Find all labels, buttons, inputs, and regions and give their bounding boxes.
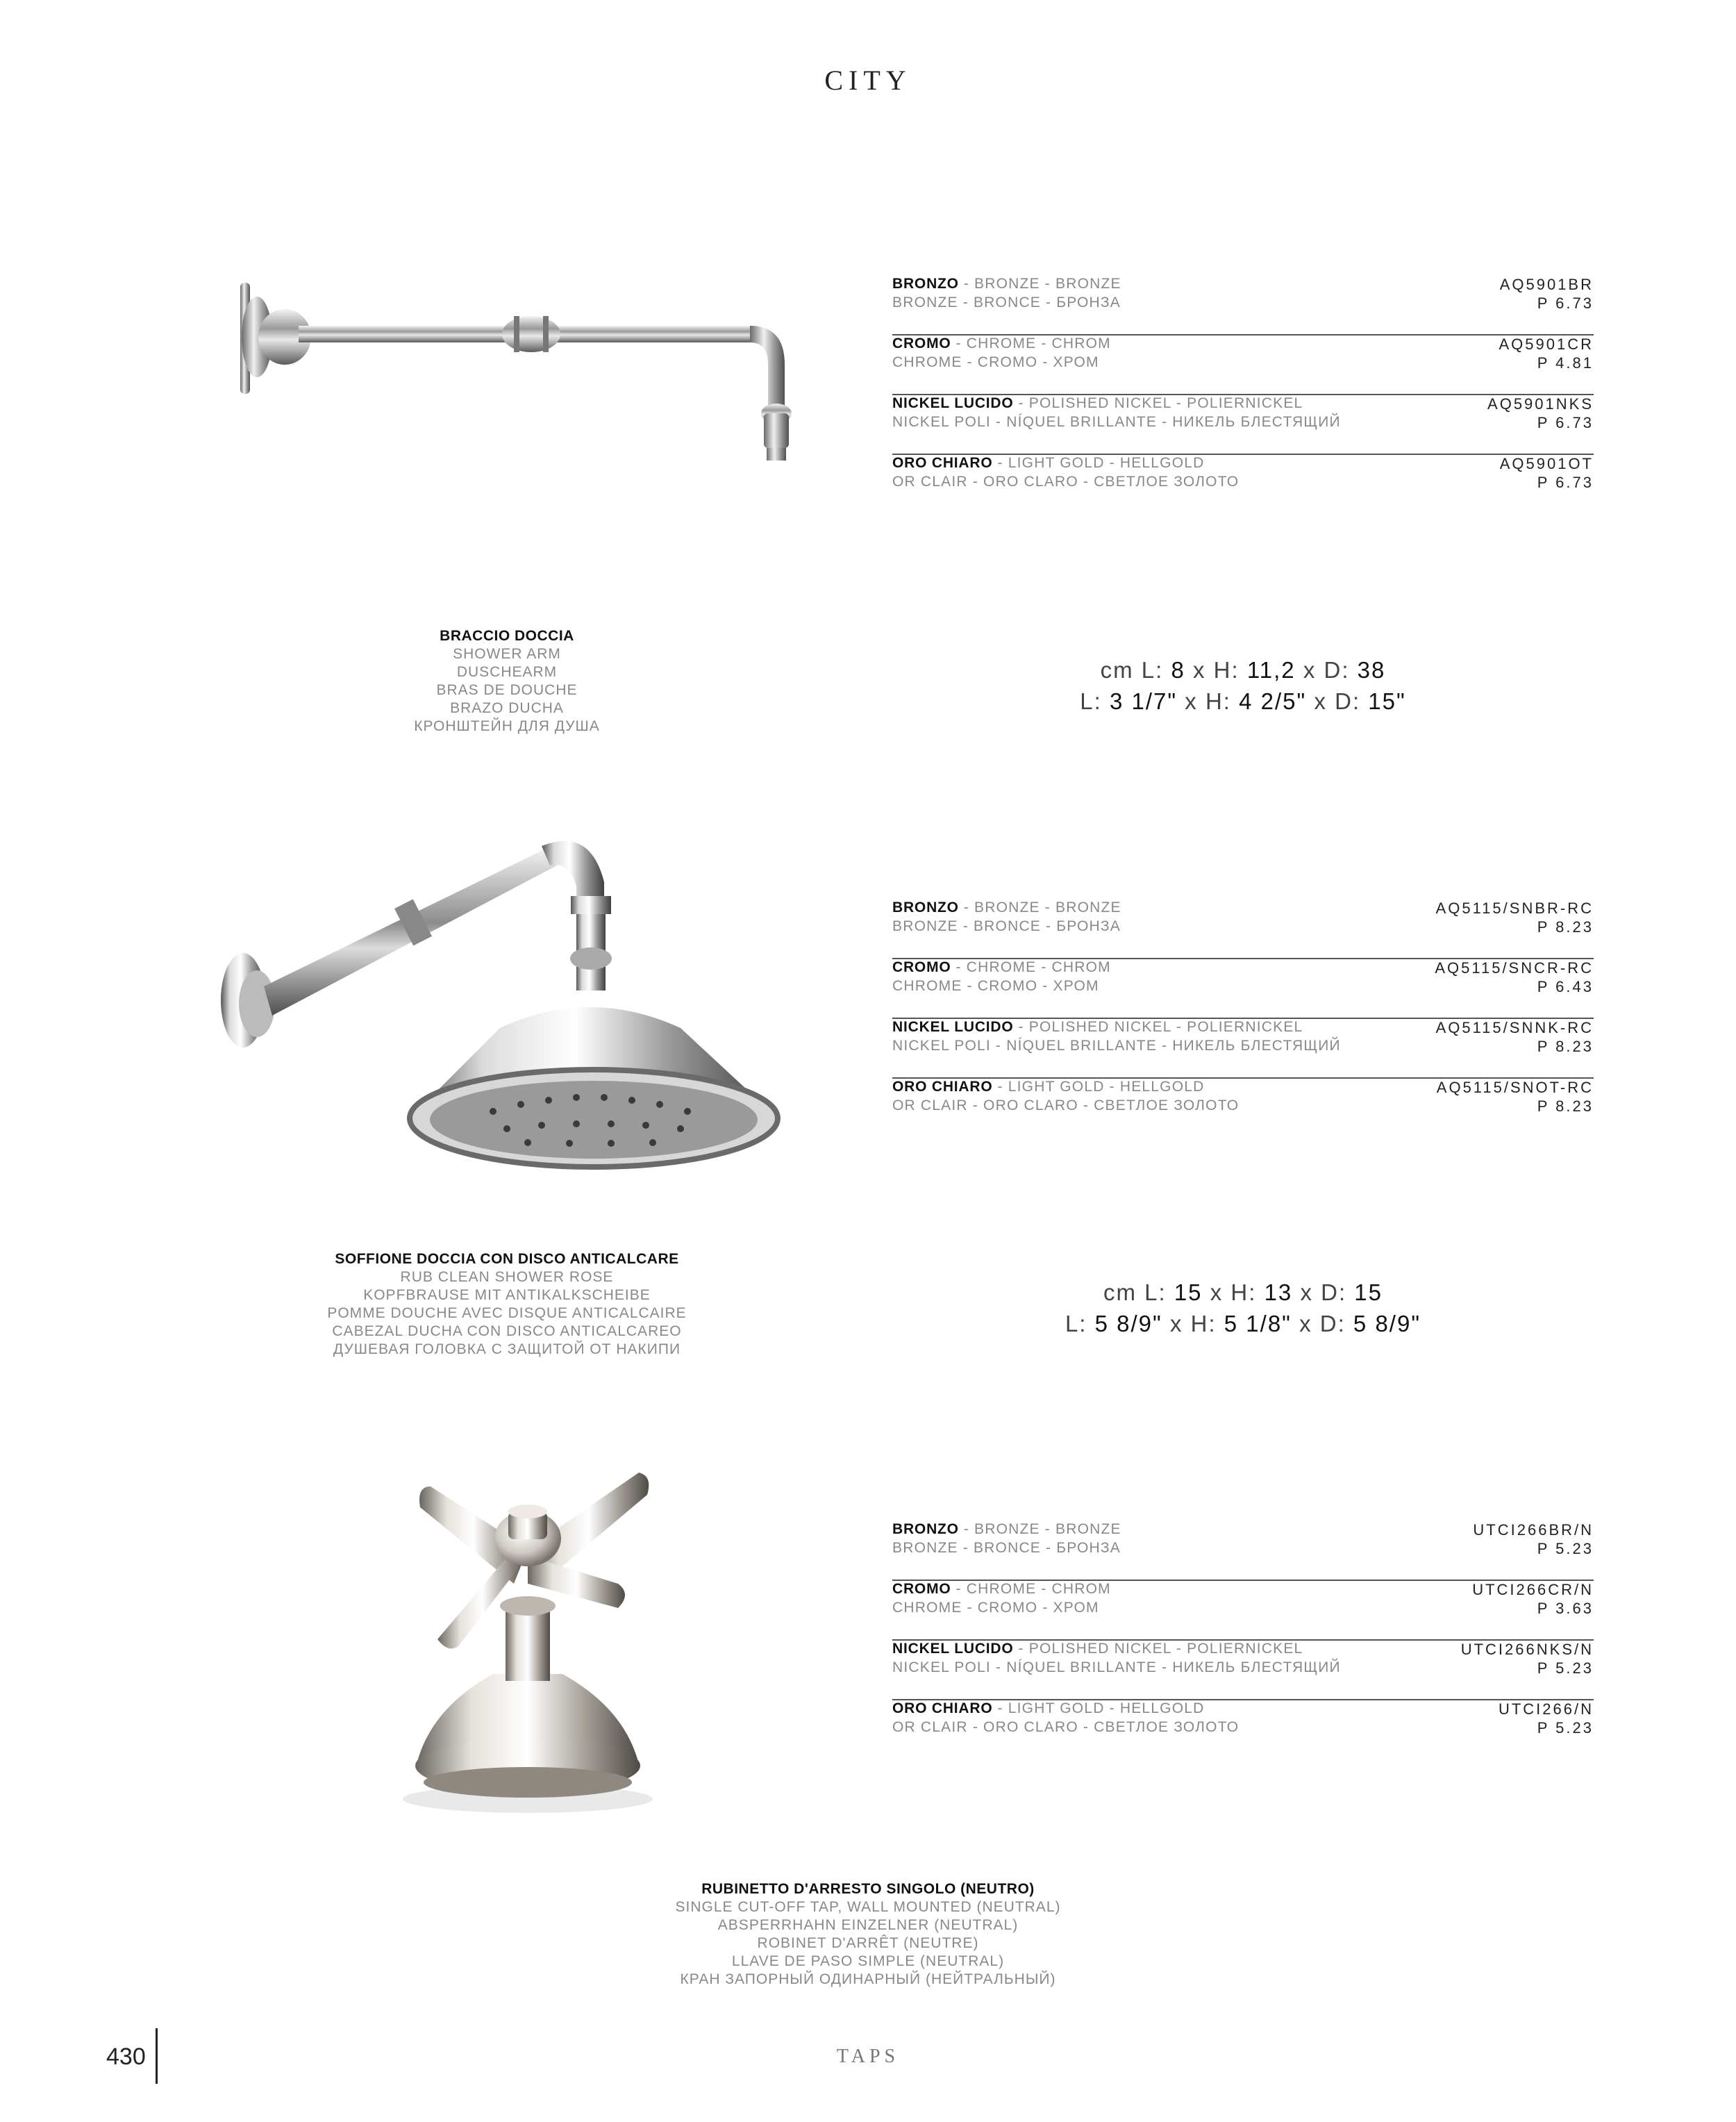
product-name: RUBINETTO D'ARRESTO SINGOLO (NEUTRO) [701,1881,1035,1897]
product-price: P 8.23 [1537,1097,1594,1115]
product-name-block [611,1880,1125,1989]
variant-row [892,455,1594,515]
finish-label: BRONZO [892,900,959,915]
finish-translation: - POLISHED NICKEL - POLIERNICKEL [1013,1641,1303,1657]
variant-row [892,1700,1594,1760]
product-code: UTCI266/N [1498,1700,1594,1718]
finish-translation-2: BRONZE - BRONCE - БРОНЗА [892,1540,1121,1556]
finish-label: BRONZO [892,1521,959,1537]
product-code: AQ5115/SNCR-RC [1435,959,1594,977]
page-title: CITY [824,65,912,96]
product-name-translation: DUSCHEARM [456,664,558,680]
product-code: AQ5901OT [1499,455,1594,472]
product-name: BRACCIO DOCCIA [440,628,574,644]
finish-translation: - LIGHT GOLD - HELLGOLD [992,1700,1205,1716]
variant-table-shower-arm [892,276,1594,515]
variant-row [892,1581,1594,1641]
product-price: P 4.81 [1537,354,1594,372]
product-name-block [264,1250,750,1359]
finish-translation: - BRONZE - BRONZE [958,1521,1121,1537]
variant-table-cut-off-tap [892,1521,1594,1760]
dimensions-cm: cm L: 8 x H: 11,2 x D: 38 [1100,657,1386,683]
product-price: P 6.73 [1537,295,1594,312]
product-name-translation: RUB CLEAN SHOWER ROSE [400,1269,614,1285]
finish-label: ORO CHIARO [892,455,993,471]
product-name-translation: ABSPERRHAHN EINZELNER (NEUTRAL) [717,1917,1019,1933]
product-name-translation: BRAS DE DOUCHE [436,682,578,698]
finish-translation-2: BRONZE - BRONCE - БРОНЗА [892,918,1121,934]
finish-label: BRONZO [892,276,959,292]
section-name: TAPS [836,2046,900,2067]
shower-arm-image [236,274,792,476]
product-name: SOFFIONE DOCCIA CON DISCO ANTICALCARE [335,1251,679,1267]
product-price: P 5.23 [1537,1719,1594,1736]
product-price: P 5.23 [1537,1659,1594,1677]
finish-translation-2: CHROME - CROMO - ХРОМ [892,978,1099,994]
product-price: P 8.23 [1537,918,1594,936]
product-code: AQ5115/SNNK-RC [1435,1019,1594,1036]
finish-translation: - CHROME - CHROM [951,335,1111,351]
dimensions-cm: cm L: 15 x H: 13 x D: 15 [1103,1279,1383,1305]
product-price: P 5.23 [1537,1540,1594,1557]
finish-translation-2: CHROME - CROMO - ХРОМ [892,1600,1099,1616]
variant-row [892,1641,1594,1700]
product-name-translation: POMME DOUCHE AVEC DISQUE ANTICALCAIRE [327,1305,687,1321]
cut-off-tap-image [389,1445,681,1820]
finish-label: ORO CHIARO [892,1079,993,1095]
dimensions [892,1277,1594,1339]
finish-label: CROMO [892,1581,951,1597]
finish-label: NICKEL LUCIDO [892,1641,1014,1657]
finish-translation-2: NICKEL POLI - NÍQUEL BRILLANTE - НИКЕЛЬ БЛЕСТЯЩИЙ [892,414,1341,430]
variant-table-shower-rose [892,900,1594,1138]
finish-translation-2: BRONZE - BRONCE - БРОНЗА [892,295,1121,310]
product-price: P 6.73 [1537,414,1594,431]
product-price: P 6.43 [1537,978,1594,995]
product-code: UTCI266NKS/N [1460,1641,1594,1658]
finish-label: CROMO [892,959,951,975]
product-name-translation: BRAZO DUCHA [450,700,564,716]
variant-row [892,959,1594,1019]
product-price: P 3.63 [1537,1600,1594,1617]
product-code: AQ5901NKS [1487,395,1594,413]
product-code: AQ5901CR [1499,335,1594,353]
variant-row [892,1019,1594,1079]
finish-translation-2: CHROME - CROMO - ХРОМ [892,354,1099,370]
variant-row [892,335,1594,395]
product-code: UTCI266BR/N [1473,1521,1594,1539]
finish-label: NICKEL LUCIDO [892,395,1014,411]
product-name-translation: ДУШЕВАЯ ГОЛОВКА С ЗАЩИТОЙ ОТ НАКИПИ [333,1341,681,1357]
finish-label: ORO CHIARO [892,1700,993,1716]
finish-translation-2: NICKEL POLI - NÍQUEL BRILLANTE - НИКЕЛЬ БЛЕСТЯЩИЙ [892,1659,1341,1675]
product-code: UTCI266CR/N [1472,1581,1594,1598]
dimensions-inch: L: 3 1/7" x H: 4 2/5" x D: 15" [1080,688,1406,714]
finish-translation: - BRONZE - BRONZE [958,276,1121,292]
shower-rose-image [201,820,799,1195]
product-name-translation: ROBINET D'ARRÊT (NEUTRE) [757,1935,979,1951]
finish-translation: - LIGHT GOLD - HELLGOLD [992,455,1205,471]
product-name-translation: КРАН ЗАПОРНЫЙ ОДИНАРНЫЙ (НЕЙТРАЛЬНЫЙ) [680,1971,1056,1987]
finish-translation-2: OR CLAIR - ORO CLARO - СВЕТЛОЕ ЗОЛОТО [892,474,1240,490]
finish-translation: - LIGHT GOLD - HELLGOLD [992,1079,1205,1095]
finish-translation-2: OR CLAIR - ORO CLARO - СВЕТЛОЕ ЗОЛОТО [892,1097,1240,1113]
product-name-translation: LLAVE DE PASO SIMPLE (NEUTRAL) [731,1953,1005,1969]
product-name-translation: SHOWER ARM [453,646,561,662]
dimensions-inch: L: 5 8/9" x H: 5 1/8" x D: 5 8/9" [1065,1311,1421,1336]
variant-row [892,1079,1594,1138]
variant-row [892,900,1594,959]
finish-translation-2: NICKEL POLI - NÍQUEL BRILLANTE - НИКЕЛЬ БЛЕСТЯЩИЙ [892,1038,1341,1054]
product-name-block [299,627,715,736]
page-number: 430 [106,2044,146,2070]
finish-translation: - BRONZE - BRONZE [958,900,1121,915]
finish-translation: - CHROME - CHROM [951,1581,1111,1597]
product-name-translation: SINGLE CUT-OFF TAP, WALL MOUNTED (NEUTRAL) [675,1899,1061,1915]
product-code: AQ5115/SNBR-RC [1435,900,1594,917]
finish-label: NICKEL LUCIDO [892,1019,1014,1035]
product-price: P 6.73 [1537,474,1594,491]
product-name-translation: CABEZAL DUCHA CON DISCO ANTICALCAREO [332,1323,682,1339]
variant-row [892,276,1594,335]
finish-translation: - CHROME - CHROM [951,959,1111,975]
dimensions [892,654,1594,717]
finish-translation: - POLISHED NICKEL - POLIERNICKEL [1013,395,1303,411]
product-price: P 8.23 [1537,1038,1594,1055]
product-code: AQ5115/SNOT-RC [1436,1079,1594,1096]
finish-translation-2: OR CLAIR - ORO CLARO - СВЕТЛОЕ ЗОЛОТО [892,1719,1240,1735]
product-name-translation: KOPFBRAUSE MIT ANTIKALKSCHEIBE [363,1287,651,1303]
product-code: AQ5901BR [1499,276,1594,293]
finish-label: CROMO [892,335,951,351]
finish-translation: - POLISHED NICKEL - POLIERNICKEL [1013,1019,1303,1035]
variant-row [892,1521,1594,1581]
variant-row [892,395,1594,455]
product-name-translation: КРОНШТЕЙН ДЛЯ ДУША [414,718,600,734]
